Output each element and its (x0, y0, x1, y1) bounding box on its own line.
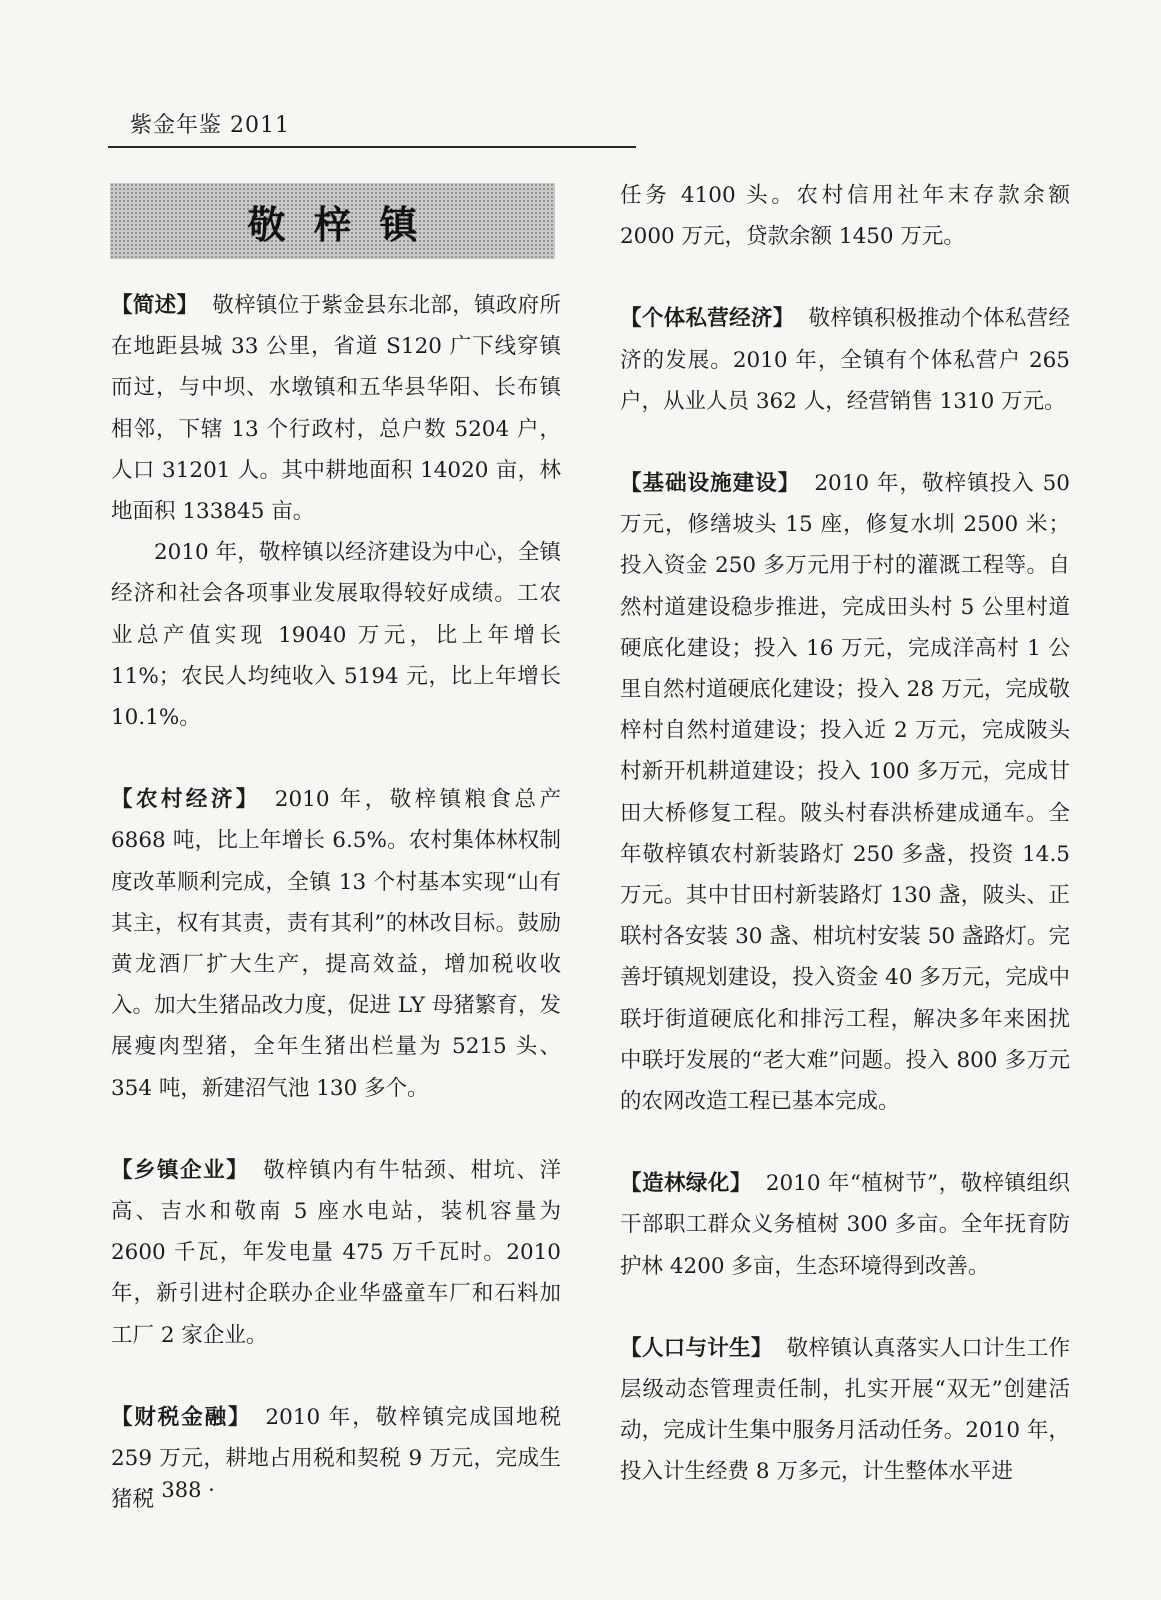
section-label-afforestation: 【造林绿化】 (620, 1171, 752, 1197)
left-column (111, 285, 561, 1520)
section-label-overview: 【简述】 (111, 293, 199, 318)
header-rule (108, 146, 636, 148)
rural-economy-paragraph (111, 779, 561, 1109)
page-title: 敬梓镇 (247, 202, 446, 247)
township-enterprise-paragraph (111, 1150, 561, 1356)
infrastructure-paragraph (620, 463, 1070, 1122)
right-column (620, 175, 1070, 1493)
section-label-township-enterprise: 【乡镇企业】 (111, 1157, 250, 1183)
running-head: 紫金年鉴 2011 (130, 113, 290, 138)
population-paragraph (620, 1328, 1070, 1493)
infrastructure-text: 2010 年，敬梓镇投入 50 万元，修缮坡头 15 座，修复水圳 2500 米；投入资金 250 多万元用于村的灌溉工程等。自然村道建设稳步推进，完成田头村 5 公里村道硬底化建设；投入 16 万元，完成洋高村 1 公里自然村道硬底化建设；投入 28 万元，完成敬梓村自然村道建设；投入近 2 万元，完成陂头村新开机耕道建设；投入 100 多万元，完成甘田大桥修复工程。陂头村春洪桥建成通车。全年敬梓镇农村新装路灯 250 多盏，投资 14.5 万元。其中甘田村新装路灯 130 盏，陂头、正联村各安装 30 盏、柑坑村安装 50 盏路灯。完善圩镇规划建设，投入资金 40 多万元，完成中联圩街道硬底化和排污工程，解决多年来困扰中联圩发展的“老大难”问题。投入 800 多万元的农网改造工程已基本完成。 (620, 471, 1070, 1115)
finance-text: 2010 年，敬梓镇完成国地税 259 万元，耕地占用税和契税 9 万元，完成生猪税 (111, 1404, 561, 1513)
private-economy-text: 敬梓镇积极推动个体私营经济的发展。2010 年，全镇有个体私营户 265 户，从业人员 362 人，经营销售 1310 万元。 (620, 306, 1070, 414)
finance-continued: 任务 4100 头。农村信用社年末存款余额 2000 万元，贷款余额 1450 万元。 (620, 183, 1070, 250)
afforestation-text: 2010 年“植树节”，敬梓镇组织干部职工群众义务植树 300 多亩。全年抚育防护林 4200 多亩，生态环境得到改善。 (620, 1171, 1070, 1279)
section-label-rural-economy: 【农村经济】 (111, 787, 261, 813)
section-label-private-economy: 【个体私营经济】 (620, 306, 795, 332)
section-label-infrastructure: 【基础设施建设】 (620, 471, 801, 497)
private-economy-paragraph (620, 298, 1070, 422)
page-number: · 388 · (148, 1478, 215, 1502)
overview-text: 敬梓镇位于紫金县东北部，镇政府所在地距县城 33 公里，省道 S120 广下线穿镇而过，与中坝、水墩镇和五华县华阳、长布镇相邻，下辖 13 个行政村，总户数 5204 户，人口 31201 人。其中耕地面积 14020 亩，林地面积 133845 亩。 (111, 293, 561, 525)
afforestation-paragraph (620, 1163, 1070, 1287)
township-enterprise-text: 敬梓镇内有牛牯颈、柑坑、洋高、吉水和敬南 5 座水电站，装机容量为 2600 千瓦，年发电量 475 万千瓦时。2010 年，新引进村企联办企业华盛童车厂和石料加工厂 2 家企业。 (111, 1157, 561, 1348)
rural-economy-text: 2010 年，敬梓镇粮食总产 6868 吨，比上年增长 6.5%。农村集体林权制度改革顺利完成，全镇 13 个村基本实现“山有其主，权有其责，责有其利”的林改目标。鼓励黄龙酒厂扩大生产，提高效益，增加税收收入。加大生猪品改力度，促进 LY 母猪繁育，发展瘦肉型猪，全年生猪出栏量为 5215 头、354 吨，新建沼气池 130 多个。 (111, 787, 561, 1101)
overview-paragraph-2: 2010 年，敬梓镇以经济建设为中心，全镇经济和社会各项事业发展取得较好成绩。工农业总产值实现 19040 万元，比上年增长 11%；农民人均纯收入 5194 元，比上年增长 10.1%。 (111, 540, 561, 731)
population-text: 敬梓镇认真落实人口计生工作层级动态管理责任制，扎实开展“双无”创建活动，完成计生集中服务月活动任务。2010 年，投入计生经费 8 万多元，计生整体水平进 (620, 1335, 1070, 1485)
section-label-population: 【人口与计生】 (620, 1335, 773, 1361)
section-label-finance: 【财税金融】 (111, 1404, 252, 1430)
overview-paragraph (111, 285, 561, 532)
title-banner (110, 183, 555, 259)
